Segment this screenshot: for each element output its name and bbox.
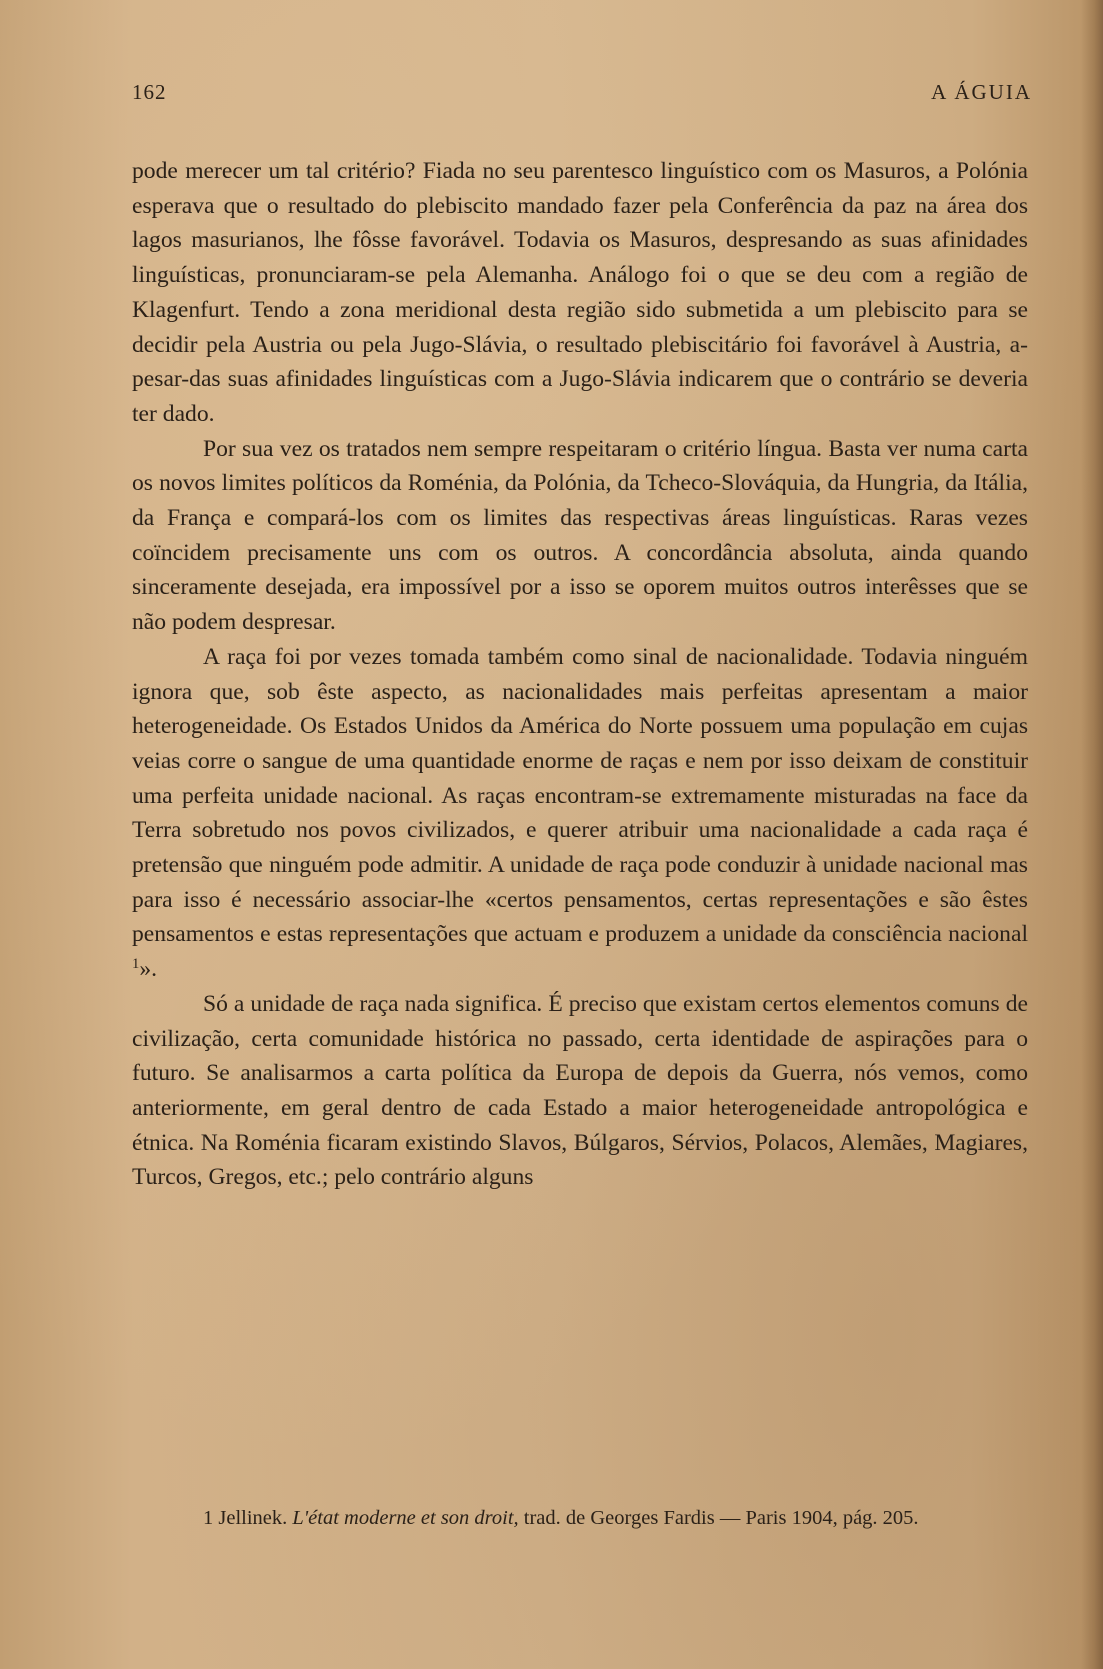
- footnote-number: 1: [203, 1507, 214, 1529]
- body-text: [132, 154, 1028, 1195]
- paragraph-4: [132, 987, 1028, 1195]
- paragraph-2-text: Por sua vez os tratados nem sempre respeitaram o critério língua. Basta ver numa carta os novos limites políticos da Roménia, da Polónia, da Tcheco-Slováquia, da Hungria, da Itália, da França e compará-los com os limites das respectivas áreas linguísticas. Raras vezes coïncidem precisamente uns com os outros. A concordância absoluta, ainda quando sinceramente desejada, era impossível por a isso se oporem muitos outros interêsses que se não podem despresar.: [132, 435, 1028, 636]
- footnote: [132, 1504, 1028, 1533]
- footnote-title: L'état moderne et son droit,: [292, 1507, 519, 1529]
- paragraph-1-text: pode merecer um tal critério? Fiada no seu parentesco linguístico com os Masuros, a Polónia esperava que o resultado do plebiscito mandado fazer pela Conferência da paz na área dos lagos masurianos, lhe fôsse favorável. Todavia os Masuros, despresando as suas afinidades linguísticas, pronunciaram-se pela Alemanha. Análogo foi o que se deu com a região de Klagenfurt. Tendo a zona meridional desta região sido submetida a um plebiscito para se decidir pela Austria ou pela Jugo-Slávia, o resultado plebiscitário foi favorável à Austria, a-pesar-das suas afinidades linguísticas com a Jugo-Slávia indicarem que o contrário se deveria ter dado.: [132, 158, 1028, 427]
- page-header: [132, 80, 1032, 110]
- running-title: A ÁGUIA: [931, 80, 1032, 104]
- footnote-author: Jellinek.: [218, 1507, 288, 1529]
- paragraph-4-text: Só a unidade de raça nada significa. É preciso que existam certos elementos comuns de civilização, certa comunidade histórica no passado, certa identidade de aspirações para o futuro. Se analisarmos a carta política da Europa de depois da Guerra, nós vemos, como anteriormente, em geral dentro de cada Estado a maior heterogeneidade antropológica e étnica. Na Roménia ficaram existindo Slavos, Búlgaros, Sérvios, Polacos, Alemães, Magiares, Turcos, Gregos, etc.; pelo contrário alguns: [132, 990, 1028, 1191]
- paragraph-3: [132, 640, 1028, 987]
- footnote-rest: trad. de Georges Fardis — Paris 1904, pág. 205.: [523, 1507, 919, 1529]
- paragraph-2: [132, 432, 1028, 640]
- footnote-reference: 1: [132, 956, 140, 973]
- page-number: 162: [132, 80, 167, 104]
- paragraph-1: [132, 154, 1028, 432]
- page-edge-shadow: [1081, 0, 1103, 1669]
- paragraph-3-tail: ».: [139, 956, 158, 983]
- paragraph-3-text: A raça foi por vezes tomada também como sinal de nacionalidade. Todavia ninguém ignora que, sob êste aspecto, as nacionalidades mais perfeitas apresentam a maior heterogeneidade. Os Estados Unidos da América do Norte possuem uma população em cujas veias corre o sangue de uma quantidade enorme de raças e nem por isso deixam de constituir uma perfeita unidade nacional. As raças encontram-se extremamente misturadas na face da Terra sobretudo nos povos civilizados, e querer atribuir uma nacionalidade a cada raça é pretensão que ninguém pode admitir. A unidade de raça pode conduzir à unidade nacional mas para isso é necessário associar-lhe «certos pensamentos, certas representações e são êstes pensamentos e estas representações que actuam e produzem a unidade da consciência nacional: [132, 643, 1028, 948]
